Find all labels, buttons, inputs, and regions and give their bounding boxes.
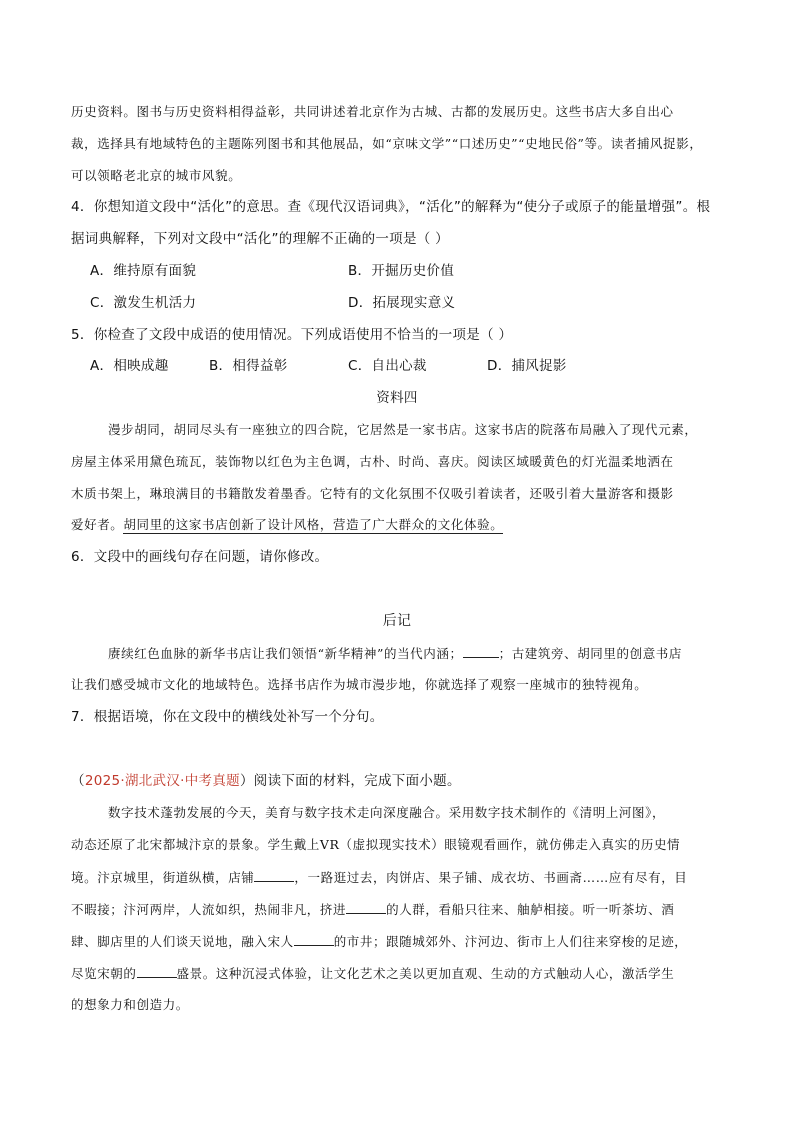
text-segment: ，一路逛过去，肉饼店、果子铺、成衣坊、书画斋……应有尽有，目: [294, 870, 688, 885]
text-segment: 境。汴京城里，街道纵横，店铺: [71, 870, 255, 885]
material-paragraph-line: 动态还原了北宋都城汴京的景象。学生戴上VR（虚拟现实技术）眼镜观看画作，就仿佛走入真实的历史情: [71, 837, 681, 852]
material-paragraph-line: 木质书架上，琳琅满目的书籍散发着墨香。它特有的文化氛围不仅吸引着读者，还吸引着大量游客和摄影: [71, 486, 674, 501]
afterword-title: 后记: [382, 613, 412, 629]
question-6-stem: 6．文段中的画线句存在问题，请你修改。: [71, 549, 329, 565]
question-4-stem: 据词典解释，下列对文段中“活化”的理解不正确的一项是（ ）: [71, 231, 449, 247]
material-paragraph-line: [71, 901, 674, 918]
exam-group-header: [71, 773, 461, 789]
option-a[interactable]: A．相映成趣: [90, 358, 169, 374]
fill-in-blank[interactable]: [463, 645, 499, 658]
fill-in-blank[interactable]: [294, 933, 334, 946]
text-segment: 不暇接；汴河两岸，人流如织，热闹非凡，挤进: [71, 902, 347, 917]
text-segment: 的人群，看船只往来、舳舻相接。听一听茶坊、酒: [386, 902, 675, 917]
material-paragraph-line: [71, 965, 674, 982]
question-7-stem: 7．根据语境，你在文段中的横线处补写一个分句。: [71, 709, 384, 725]
material-paragraph-line: 让我们感受城市文化的地域特色。选择书店作为城市漫步地，你就选择了观察一座城市的独特视角。: [71, 677, 648, 692]
text-segment: 赓续红色血脉的新华书店让我们领悟“新华精神”的当代内涵；: [108, 646, 463, 661]
option-c[interactable]: C．激发生机活力: [90, 295, 197, 311]
underlined-sentence: 胡同里的这家书店创新了设计风格，营造了广大群众的文化体验。: [123, 517, 504, 532]
fill-in-blank[interactable]: [137, 965, 177, 978]
option-a[interactable]: A．维持原有面貌: [90, 263, 197, 279]
option-b[interactable]: B．相得益彰: [209, 358, 288, 374]
material-paragraph-line: [108, 645, 682, 662]
exam-source-tag: 2025·湖北武汉·中考真题: [84, 773, 240, 789]
instruction-text: 阅读下面的材料，完成下面小题。: [253, 773, 461, 789]
option-d[interactable]: D．捕风捉影: [487, 358, 567, 374]
material-paragraph-line: [71, 933, 687, 950]
material-paragraph-line: 裁，选择具有地域特色的主题陈列图书和其他展品，如“京味文学”“口述历史”“史地民俗”等。读者捕风捉影，: [71, 136, 703, 151]
text-segment: 尽览宋朝的: [71, 966, 137, 981]
plain-text: 爱好者。: [71, 517, 124, 532]
material-paragraph-line: 数字技术蓬勃发展的今天，美育与数字技术走向深度融合。采用数字技术制作的《清明上河图》，: [108, 805, 666, 820]
fill-in-blank[interactable]: [346, 901, 386, 914]
question-4-stem: 4．你想知道文段中“活化”的意思。查《现代汉语词典》，“活化”的解释为“使分子或原子的能量增强”。根: [71, 199, 711, 215]
option-d[interactable]: D．拓展现实意义: [348, 295, 456, 311]
material-paragraph-line: 的想象力和创造力。: [71, 997, 189, 1012]
source-paren: ）: [239, 773, 254, 789]
text-segment: 的市井；跟随城郊外、汴河边、街市上人们往来穿梭的足迹，: [333, 934, 688, 949]
material-4-title: 资料四: [376, 390, 418, 406]
source-paren: （: [71, 773, 85, 789]
text-segment: 肆、脚店里的人们谈天说地，融入宋人: [71, 934, 294, 949]
material-paragraph-line: 漫步胡同，胡同尽头有一座独立的四合院，它居然是一家书店。这家书店的院落布局融入了现代元素，: [108, 422, 698, 437]
material-paragraph-line: 房屋主体采用黛色琉瓦，装饰物以红色为主色调，古朴、时尚、喜庆。阅读区域暖黄色的灯光温柔地洒在: [71, 454, 674, 469]
text-segment: ；古建筑旁、胡同里的创意书店: [498, 646, 682, 661]
material-paragraph-line: 可以领略老北京的城市风貌。: [71, 168, 242, 183]
option-b[interactable]: B．开掘历史价值: [348, 263, 455, 279]
question-5-stem: 5．你检查了文段中成语的使用情况。下列成语使用不恰当的一项是（ ）: [71, 327, 513, 343]
material-paragraph-line: 历史资料。图书与历史资料相得益彰，共同讲述着北京作为古城、古都的发展历史。这些书店大多自出心: [71, 104, 674, 119]
material-paragraph-line: [71, 517, 503, 533]
material-paragraph-line: [71, 869, 687, 886]
fill-in-blank[interactable]: [254, 869, 294, 882]
option-c[interactable]: C．自出心裁: [348, 358, 427, 374]
text-segment: 盛景。这种沉浸式体验，让文化艺术之美以更加直观、生动的方式触动人心，激活学生: [176, 966, 675, 981]
